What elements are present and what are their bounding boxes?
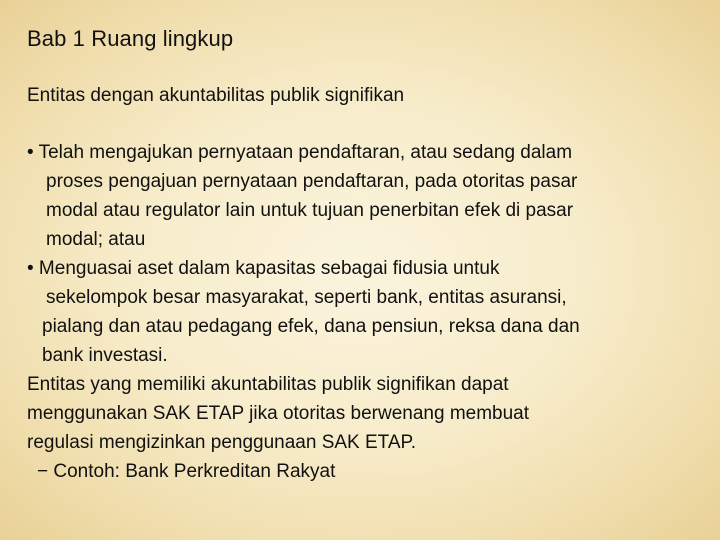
body-line: regulasi mengizinkan penggunaan SAK ETAP. <box>27 432 417 453</box>
body-line: proses pengajuan pernyataan pendaftaran, pada otoritas pasar <box>46 171 578 192</box>
body-line: • Telah mengajukan pernyataan pendaftaran, atau sedang dalam <box>27 142 573 163</box>
slide-subtitle: Entitas dengan akuntabilitas publik signifikan <box>27 85 405 106</box>
body-line: menggunakan SAK ETAP jika otoritas berwenang membuat <box>27 403 530 424</box>
body-line: pialang dan atau pedagang efek, dana pensiun, reksa dana dan <box>42 316 580 337</box>
body-line: modal atau regulator lain untuk tujuan penerbitan efek di pasar <box>46 200 574 221</box>
body-line: − Contoh: Bank Perkreditan Rakyat <box>37 461 336 482</box>
body-line: sekelompok besar masyarakat, seperti bank, entitas asuransi, <box>46 287 567 308</box>
body-line: Entitas yang memiliki akuntabilitas publik signifikan dapat <box>27 374 509 395</box>
body-line: modal; atau <box>46 229 146 250</box>
body-line: bank investasi. <box>42 345 168 366</box>
body-line: • Menguasai aset dalam kapasitas sebagai fidusia untuk <box>27 258 500 279</box>
slide-title: Bab 1 Ruang lingkup <box>27 26 234 51</box>
slide-body <box>27 138 580 486</box>
